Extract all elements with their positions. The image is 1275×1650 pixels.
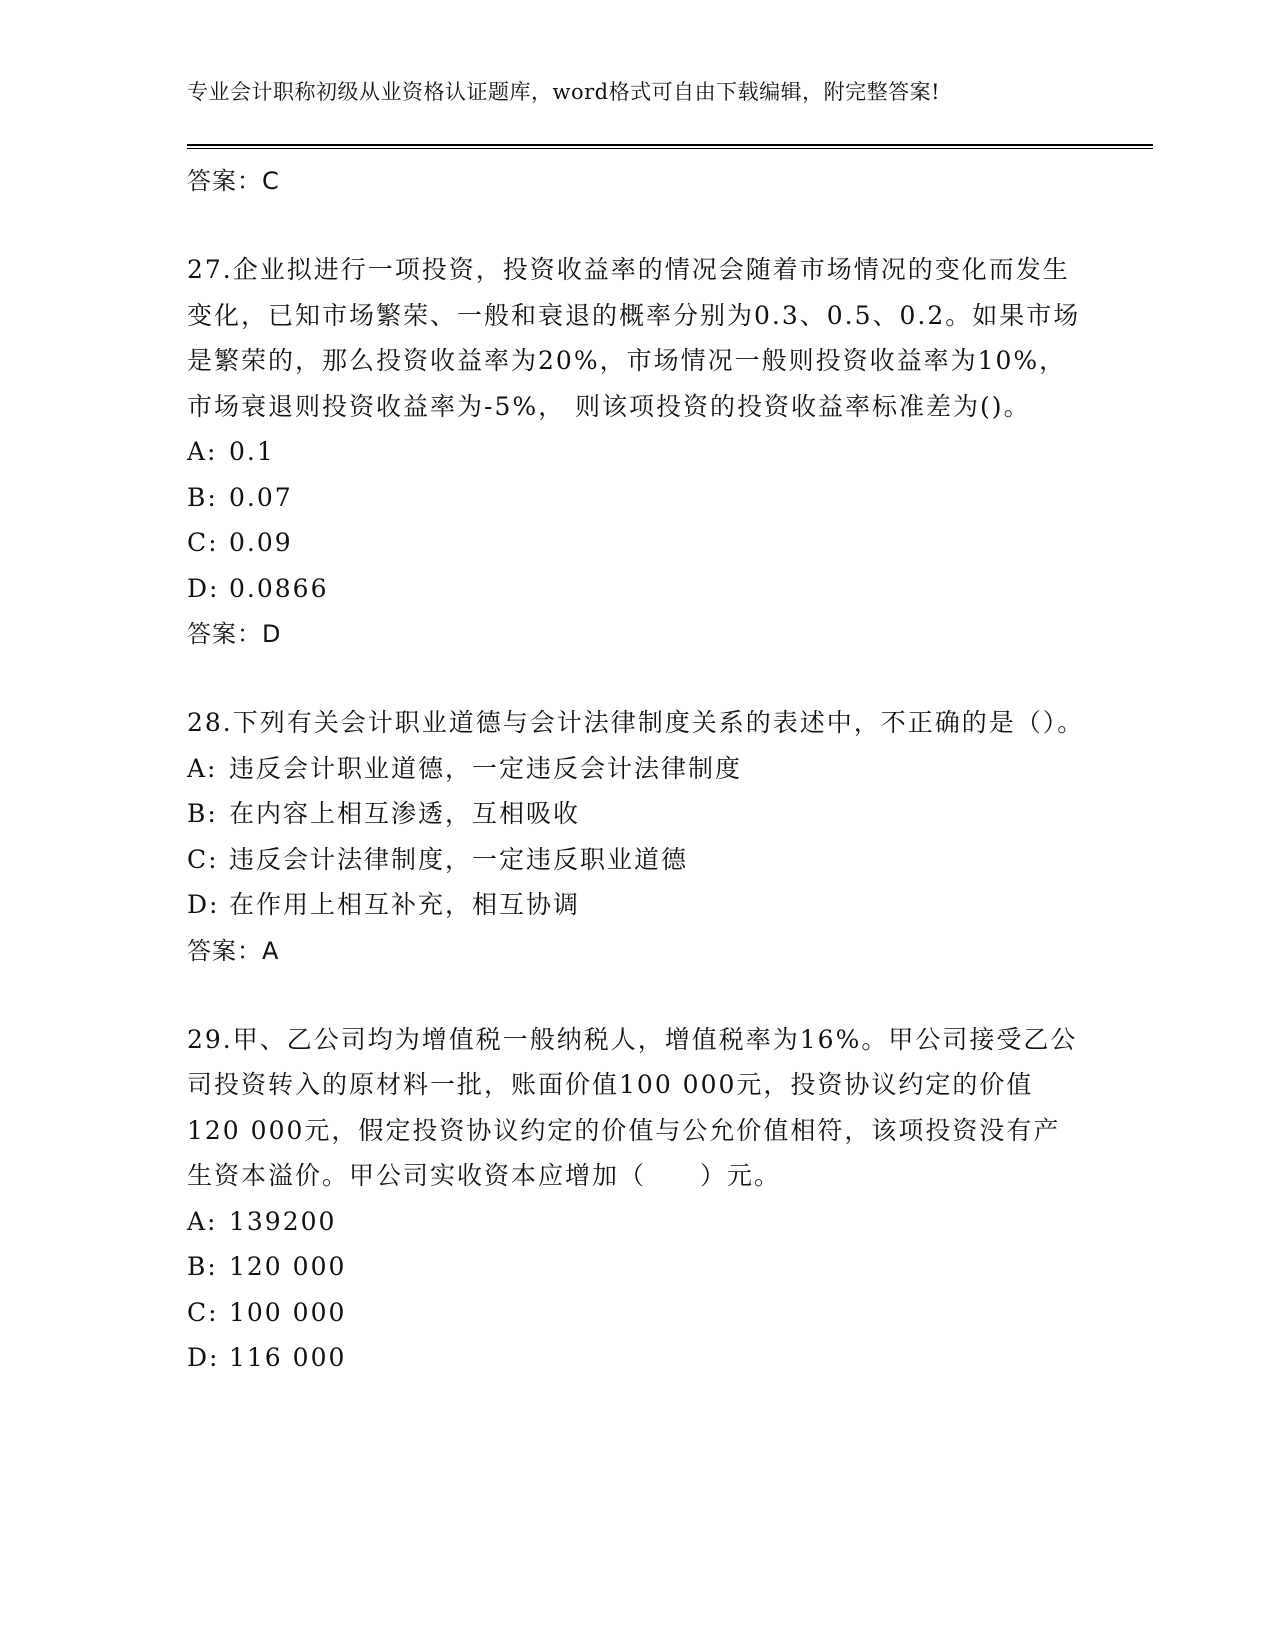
header-rule-thin [187, 148, 1153, 149]
option-b [187, 1244, 1087, 1290]
option-letter: A: [187, 753, 218, 783]
option-d [187, 882, 1087, 928]
answer-line: 答案：C [187, 167, 280, 195]
option-letter: D: [187, 573, 220, 603]
option-letter: B: [187, 482, 218, 512]
option-text: 在内容上相互渗透，互相吸收 [229, 799, 581, 828]
option-letter: A: [187, 1206, 218, 1236]
option-b [187, 791, 1087, 837]
option-c [187, 1290, 1087, 1336]
option-text: 在作用上相互补充，相互协调 [229, 890, 581, 919]
page-header: 专业会计职称初级从业资格认证题库，word格式可自由下载编辑，附完整答案! [187, 80, 941, 104]
option-d [187, 1335, 1087, 1381]
answer-line: 答案：A [187, 936, 280, 965]
option-b [187, 475, 1087, 521]
option-text: 0.09 [229, 528, 293, 557]
question-stem: 27.企业拟进行一项投资，投资收益率的情况会随着市场情况的变化而发生变化，已知市场繁荣、一般和衰退的概率分别为0.3、0.5、0.2。如果市场是繁荣的，那么投资收益率为20%，市场情况一般则投资收益率为10%，市场衰退则投资收益率为-5%， 则该项投资的投资收益率标准差为()。 [187, 255, 1081, 421]
option-text: 0.1 [229, 437, 275, 466]
option-text: 100 000 [229, 1297, 347, 1327]
question-list [187, 158, 1087, 1381]
option-text: 0.07 [229, 482, 293, 512]
option-letter: D: [187, 890, 220, 919]
question-stem: 28.下列有关会计职业道德与会计法律制度关系的表述中，不正确的是（）。 [187, 708, 1085, 737]
option-a [187, 1199, 1087, 1245]
option-letter: C: [187, 528, 219, 557]
option-letter: B: [187, 799, 218, 828]
option-letter: A: [187, 437, 218, 466]
option-c [187, 837, 1087, 883]
option-letter: B: [187, 1252, 218, 1281]
option-a [187, 429, 1087, 475]
option-text: 0.0866 [229, 573, 329, 603]
option-text: 违反会计职业道德，一定违反会计法律制度 [229, 753, 743, 783]
option-letter: D: [187, 1343, 220, 1372]
option-letter: C: [187, 1297, 219, 1327]
header-rule [187, 144, 1153, 146]
question-stem: 29.甲、乙公司均为增值税一般纳税人，增值税率为16%。甲公司接受乙公司投资转入的原材料一批，账面价值100 000元，投资协议约定的价值120 000元，假定投资协议约定的价值与公允价值相符，该项投资没有产生资本溢价。甲公司实收资本应增加（ ）元。 [187, 1024, 1078, 1190]
option-text: 139200 [229, 1206, 337, 1236]
option-text: 120 000 [229, 1252, 347, 1281]
option-text: 116 000 [229, 1343, 347, 1372]
option-letter: C: [187, 844, 219, 874]
option-text: 违反会计法律制度，一定违反职业道德 [229, 844, 689, 874]
option-d [187, 566, 1087, 612]
answer-line: 答案：D [187, 620, 282, 648]
option-a [187, 746, 1087, 792]
option-c [187, 520, 1087, 566]
